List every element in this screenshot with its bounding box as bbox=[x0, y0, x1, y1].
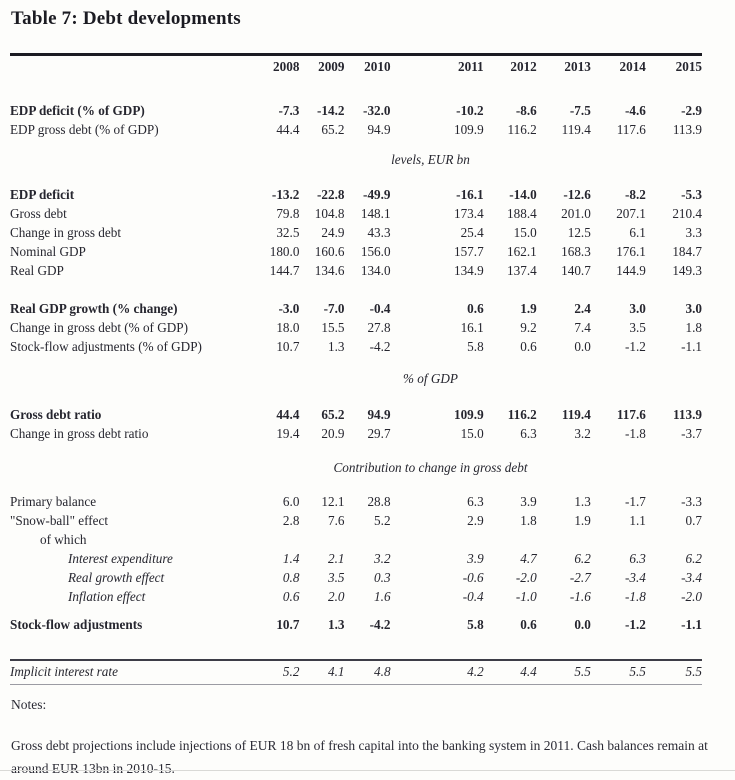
value-cell: 1.8 bbox=[520, 513, 537, 529]
value-cell: 0.0 bbox=[574, 339, 591, 355]
value-cell: -2.0 bbox=[681, 589, 702, 605]
table-row bbox=[10, 531, 702, 550]
spacer-row bbox=[10, 140, 702, 152]
value-cell bbox=[646, 531, 702, 550]
value-cell: 137.4 bbox=[507, 263, 537, 279]
value-cell: 0.7 bbox=[685, 513, 702, 529]
value-cell: -1.7 bbox=[624, 494, 646, 510]
value-cell: 4.2 bbox=[437, 660, 484, 685]
corner-cell bbox=[10, 55, 254, 77]
spacer-cell bbox=[10, 169, 702, 186]
value-cell: 27.8 bbox=[367, 320, 391, 336]
value-cell: 43.3 bbox=[367, 225, 391, 241]
row-label: EDP deficit (% of GDP) bbox=[10, 103, 145, 119]
spacer-cell bbox=[10, 444, 702, 460]
forecast-gap-cell bbox=[391, 531, 437, 550]
table-row bbox=[10, 243, 702, 262]
row-label: Change in gross debt (% of GDP) bbox=[10, 320, 189, 336]
value-cell: 0.6 bbox=[282, 589, 300, 605]
value-cell: 20.9 bbox=[321, 426, 345, 442]
value-cell bbox=[299, 531, 344, 550]
row-label: Stock-flow adjustments bbox=[10, 617, 143, 633]
value-cell: 119.4 bbox=[561, 407, 591, 423]
value-cell: -22.8 bbox=[316, 187, 345, 203]
table-row bbox=[10, 512, 702, 531]
row-label: Implicit interest rate bbox=[10, 660, 254, 685]
value-cell: 148.1 bbox=[360, 206, 391, 222]
year-header: 2013 bbox=[564, 58, 591, 74]
value-cell: 0.3 bbox=[374, 570, 391, 586]
value-cell: 0.8 bbox=[282, 570, 300, 586]
value-cell: -7.3 bbox=[278, 103, 300, 119]
value-cell: -14.0 bbox=[509, 187, 537, 203]
value-cell: 6.3 bbox=[467, 494, 484, 510]
section-header-row bbox=[10, 460, 702, 477]
debt-developments-table bbox=[10, 53, 702, 685]
value-cell: 210.4 bbox=[672, 206, 702, 222]
value-cell: 79.8 bbox=[276, 206, 300, 222]
forecast-gap-cell bbox=[391, 186, 437, 205]
value-cell: -0.4 bbox=[462, 589, 484, 605]
value-cell: -1.2 bbox=[624, 339, 646, 355]
table-row bbox=[10, 121, 702, 140]
value-cell: -1.8 bbox=[624, 426, 646, 442]
spacer-cell bbox=[10, 388, 702, 406]
value-cell: 176.1 bbox=[616, 244, 646, 260]
value-cell: 160.6 bbox=[314, 244, 345, 260]
value-cell: 188.4 bbox=[507, 206, 537, 222]
value-cell: 2.4 bbox=[574, 301, 591, 317]
value-cell: -4.2 bbox=[369, 617, 391, 633]
table-row bbox=[10, 493, 702, 512]
value-cell: 6.1 bbox=[629, 225, 646, 241]
spacer-row bbox=[10, 357, 702, 371]
value-cell: 180.0 bbox=[269, 244, 300, 260]
row-label: "Snow-ball" effect bbox=[10, 513, 109, 529]
section-label: levels, EUR bn bbox=[391, 152, 470, 168]
value-cell: 32.5 bbox=[276, 225, 300, 241]
year-header: 2014 bbox=[619, 58, 646, 74]
section-header-row bbox=[10, 152, 702, 169]
value-cell: -13.2 bbox=[271, 187, 300, 203]
value-cell: -8.6 bbox=[515, 103, 537, 119]
value-cell: 117.6 bbox=[616, 122, 646, 138]
row-label: EDP gross debt (% of GDP) bbox=[10, 122, 159, 138]
value-cell: 3.2 bbox=[374, 551, 391, 567]
value-cell: 7.4 bbox=[574, 320, 591, 336]
value-cell: 140.7 bbox=[561, 263, 591, 279]
value-cell: 65.2 bbox=[321, 407, 345, 423]
spacer-cell bbox=[10, 357, 702, 371]
value-cell bbox=[254, 531, 299, 550]
value-cell: 29.7 bbox=[367, 426, 391, 442]
value-cell: 3.0 bbox=[685, 301, 702, 317]
value-cell: 0.0 bbox=[574, 617, 591, 633]
value-cell: 28.8 bbox=[367, 494, 391, 510]
value-cell: 3.0 bbox=[629, 301, 646, 317]
forecast-gap-cell bbox=[391, 493, 437, 512]
row-label: EDP deficit bbox=[10, 187, 75, 203]
forecast-gap-cell bbox=[391, 55, 437, 77]
value-cell: 1.4 bbox=[282, 551, 300, 567]
value-cell: 3.5 bbox=[327, 570, 345, 586]
value-cell: -12.6 bbox=[563, 187, 591, 203]
value-cell: -3.3 bbox=[681, 494, 702, 510]
forecast-gap-cell bbox=[391, 616, 437, 635]
value-cell: 5.2 bbox=[374, 513, 391, 529]
value-cell: 2.0 bbox=[327, 589, 345, 605]
value-cell: 5.2 bbox=[254, 660, 299, 685]
value-cell: 5.8 bbox=[467, 617, 484, 633]
forecast-gap-cell bbox=[391, 102, 437, 121]
value-cell: 4.1 bbox=[299, 660, 344, 685]
year-header: 2012 bbox=[510, 58, 537, 74]
spacer-cell bbox=[10, 477, 702, 493]
value-cell: 94.9 bbox=[367, 122, 391, 138]
value-cell: 18.0 bbox=[276, 320, 300, 336]
value-cell: 156.0 bbox=[360, 244, 391, 260]
value-cell: -49.9 bbox=[363, 187, 391, 203]
value-cell: -2.9 bbox=[681, 103, 702, 119]
row-label: Real GDP growth (% change) bbox=[10, 301, 178, 317]
spacer-row bbox=[10, 169, 702, 186]
value-cell: -10.2 bbox=[456, 103, 484, 119]
spacer-row bbox=[10, 477, 702, 493]
value-cell: 9.2 bbox=[520, 320, 537, 336]
value-cell bbox=[591, 531, 646, 550]
value-cell bbox=[344, 531, 390, 550]
value-cell: 4.7 bbox=[520, 551, 537, 567]
value-cell: 113.9 bbox=[673, 407, 702, 423]
value-cell: 3.9 bbox=[520, 494, 537, 510]
spacer-cell bbox=[10, 607, 702, 616]
year-header-row bbox=[10, 55, 702, 77]
forecast-gap-cell bbox=[391, 300, 437, 319]
value-cell: 6.0 bbox=[282, 494, 300, 510]
table-row bbox=[10, 319, 702, 338]
value-cell: -7.5 bbox=[569, 103, 591, 119]
value-cell: 2.1 bbox=[327, 551, 345, 567]
value-cell: 1.3 bbox=[327, 339, 345, 355]
table-row bbox=[10, 102, 702, 121]
value-cell: 25.4 bbox=[460, 225, 484, 241]
value-cell: -4.2 bbox=[369, 339, 391, 355]
value-cell: -16.1 bbox=[456, 187, 484, 203]
spacer-row bbox=[10, 444, 702, 460]
table-row bbox=[10, 660, 702, 685]
notes-paragraph: Gross debt projections include injections of EUR 18 bn of fresh capital into the banking system in 2011. Cash balances remain at around EUR 13bn in 2010-15. bbox=[11, 737, 708, 776]
value-cell: 134.9 bbox=[453, 263, 484, 279]
row-label: Stock-flow adjustments (% of GDP) bbox=[10, 339, 202, 355]
value-cell: -5.3 bbox=[681, 187, 702, 203]
header-spacer-row bbox=[10, 77, 702, 102]
value-cell: 12.5 bbox=[567, 225, 591, 241]
value-cell: 184.7 bbox=[672, 244, 702, 260]
value-cell: 44.4 bbox=[276, 407, 300, 423]
table-row bbox=[10, 262, 702, 281]
value-cell: -1.2 bbox=[624, 617, 646, 633]
value-cell: 15.5 bbox=[321, 320, 345, 336]
value-cell: -8.2 bbox=[624, 187, 646, 203]
value-cell: 117.6 bbox=[616, 407, 646, 423]
value-cell: 104.8 bbox=[314, 206, 345, 222]
value-cell: 157.7 bbox=[453, 244, 484, 260]
value-cell: 119.4 bbox=[561, 122, 591, 138]
value-cell: 116.2 bbox=[507, 122, 537, 138]
forecast-gap-cell bbox=[391, 205, 437, 224]
section-header-row bbox=[10, 371, 702, 388]
table-row bbox=[10, 205, 702, 224]
spacer-row bbox=[10, 635, 702, 660]
value-cell: 44.4 bbox=[276, 122, 300, 138]
value-cell: -3.7 bbox=[681, 426, 702, 442]
value-cell: 168.3 bbox=[561, 244, 591, 260]
value-cell: -0.4 bbox=[369, 301, 391, 317]
value-cell: 5.5 bbox=[537, 660, 591, 685]
value-cell: -0.6 bbox=[462, 570, 484, 586]
value-cell: 4.4 bbox=[484, 660, 537, 685]
value-cell: 134.6 bbox=[314, 263, 345, 279]
value-cell: 109.9 bbox=[453, 407, 484, 423]
table-row bbox=[10, 224, 702, 243]
value-cell: 201.0 bbox=[561, 206, 591, 222]
value-cell: 6.3 bbox=[629, 551, 646, 567]
value-cell: 16.1 bbox=[460, 320, 484, 336]
forecast-gap-cell bbox=[391, 319, 437, 338]
section-label: Contribution to change in gross debt bbox=[333, 460, 528, 476]
table-row bbox=[10, 406, 702, 425]
table-row bbox=[10, 569, 702, 588]
value-cell: 65.2 bbox=[321, 122, 345, 138]
spacer-row bbox=[10, 281, 702, 300]
forecast-gap-cell bbox=[391, 512, 437, 531]
value-cell: 5.5 bbox=[646, 660, 702, 685]
value-cell: 12.1 bbox=[321, 494, 345, 510]
value-cell: -3.4 bbox=[624, 570, 646, 586]
value-cell: 149.3 bbox=[672, 263, 702, 279]
value-cell: 144.7 bbox=[269, 263, 300, 279]
table-row bbox=[10, 588, 702, 607]
value-cell bbox=[484, 531, 537, 550]
value-cell: 0.6 bbox=[467, 301, 484, 317]
value-cell: -32.0 bbox=[363, 103, 391, 119]
row-label: Change in gross debt ratio bbox=[10, 426, 149, 442]
row-label: Primary balance bbox=[10, 494, 97, 510]
forecast-gap-cell bbox=[391, 121, 437, 140]
value-cell: 6.2 bbox=[574, 551, 591, 567]
value-cell: 207.1 bbox=[616, 206, 646, 222]
forecast-gap-cell bbox=[391, 425, 437, 444]
row-label: Gross debt ratio bbox=[10, 407, 102, 423]
value-cell: 94.9 bbox=[367, 407, 391, 423]
value-cell: -1.1 bbox=[681, 617, 702, 633]
forecast-gap-cell bbox=[391, 588, 437, 607]
value-cell: -1.1 bbox=[681, 339, 702, 355]
forecast-gap-cell bbox=[391, 569, 437, 588]
value-cell: 134.0 bbox=[360, 263, 391, 279]
value-cell: -1.6 bbox=[569, 589, 591, 605]
value-cell: 1.6 bbox=[374, 589, 391, 605]
row-label: Real GDP bbox=[10, 263, 64, 279]
row-label: Interest expenditure bbox=[68, 551, 173, 567]
value-cell: 0.6 bbox=[520, 339, 537, 355]
year-header: 2008 bbox=[273, 58, 300, 74]
row-label: Nominal GDP bbox=[10, 244, 86, 260]
value-cell: 10.7 bbox=[276, 339, 300, 355]
spacer-cell bbox=[10, 281, 702, 300]
spacer-cell bbox=[10, 140, 702, 152]
forecast-gap-cell bbox=[391, 243, 437, 262]
value-cell bbox=[437, 531, 484, 550]
forecast-gap-cell bbox=[391, 262, 437, 281]
value-cell: 116.2 bbox=[507, 407, 537, 423]
value-cell: 3.3 bbox=[685, 225, 702, 241]
value-cell: 1.9 bbox=[574, 513, 591, 529]
year-header: 2010 bbox=[364, 58, 391, 74]
value-cell: 7.6 bbox=[327, 513, 345, 529]
value-cell: -1.8 bbox=[624, 589, 646, 605]
spacer-cell bbox=[10, 635, 702, 660]
table-row bbox=[10, 186, 702, 205]
value-cell: 5.8 bbox=[467, 339, 484, 355]
forecast-gap-cell bbox=[391, 338, 437, 357]
value-cell: -3.4 bbox=[681, 570, 702, 586]
spacer-row bbox=[10, 607, 702, 616]
value-cell: 3.9 bbox=[467, 551, 484, 567]
value-cell: 15.0 bbox=[460, 426, 484, 442]
value-cell: 162.1 bbox=[507, 244, 537, 260]
spacer-row bbox=[10, 388, 702, 406]
row-label: of which bbox=[40, 532, 87, 548]
value-cell: 1.9 bbox=[520, 301, 537, 317]
section-label: % of GDP bbox=[403, 371, 458, 387]
table-title: Table 7: Debt developments bbox=[11, 8, 241, 29]
value-cell: 173.4 bbox=[453, 206, 484, 222]
notes-heading: Notes: bbox=[11, 696, 47, 712]
value-cell: 24.9 bbox=[321, 225, 345, 241]
value-cell: 1.8 bbox=[685, 320, 702, 336]
notes-section bbox=[11, 697, 725, 780]
value-cell: 3.2 bbox=[574, 426, 591, 442]
value-cell: -2.0 bbox=[515, 570, 537, 586]
value-cell: 15.0 bbox=[513, 225, 537, 241]
value-cell: 1.3 bbox=[327, 617, 345, 633]
value-cell: 6.2 bbox=[685, 551, 702, 567]
value-cell: 1.1 bbox=[629, 513, 646, 529]
value-cell: 113.9 bbox=[672, 122, 702, 138]
value-cell: -7.0 bbox=[323, 301, 345, 317]
row-label: Inflation effect bbox=[68, 589, 146, 605]
value-cell: -1.0 bbox=[515, 589, 537, 605]
value-cell bbox=[537, 531, 591, 550]
year-header: 2015 bbox=[675, 58, 702, 74]
forecast-gap-cell bbox=[391, 660, 437, 685]
value-cell: 2.9 bbox=[467, 513, 484, 529]
page-bottom-divider bbox=[0, 770, 735, 771]
value-cell: 10.7 bbox=[276, 617, 300, 633]
row-label: Change in gross debt bbox=[10, 225, 121, 241]
value-cell: 144.9 bbox=[616, 263, 646, 279]
table-row bbox=[10, 300, 702, 319]
row-label: Real growth effect bbox=[68, 570, 165, 586]
value-cell: 109.9 bbox=[453, 122, 484, 138]
value-cell: 5.5 bbox=[591, 660, 646, 685]
forecast-gap-cell bbox=[391, 224, 437, 243]
table-row bbox=[10, 425, 702, 444]
year-header: 2011 bbox=[458, 58, 484, 74]
table-row bbox=[10, 338, 702, 357]
value-cell: 1.3 bbox=[574, 494, 591, 510]
value-cell: 3.5 bbox=[629, 320, 646, 336]
forecast-gap-cell bbox=[391, 550, 437, 569]
table-row bbox=[10, 550, 702, 569]
forecast-gap-cell bbox=[391, 406, 437, 425]
spacer-row bbox=[10, 77, 702, 102]
row-label: Gross debt bbox=[10, 206, 67, 222]
value-cell: 2.8 bbox=[282, 513, 300, 529]
value-cell: -2.7 bbox=[569, 570, 591, 586]
value-cell: -4.6 bbox=[624, 103, 646, 119]
value-cell: -14.2 bbox=[316, 103, 345, 119]
value-cell: -3.0 bbox=[278, 301, 300, 317]
value-cell: 19.4 bbox=[276, 426, 300, 442]
value-cell: 4.8 bbox=[344, 660, 390, 685]
value-cell: 6.3 bbox=[520, 426, 537, 442]
table-row bbox=[10, 616, 702, 635]
year-header: 2009 bbox=[318, 58, 345, 74]
value-cell: 0.6 bbox=[520, 617, 537, 633]
